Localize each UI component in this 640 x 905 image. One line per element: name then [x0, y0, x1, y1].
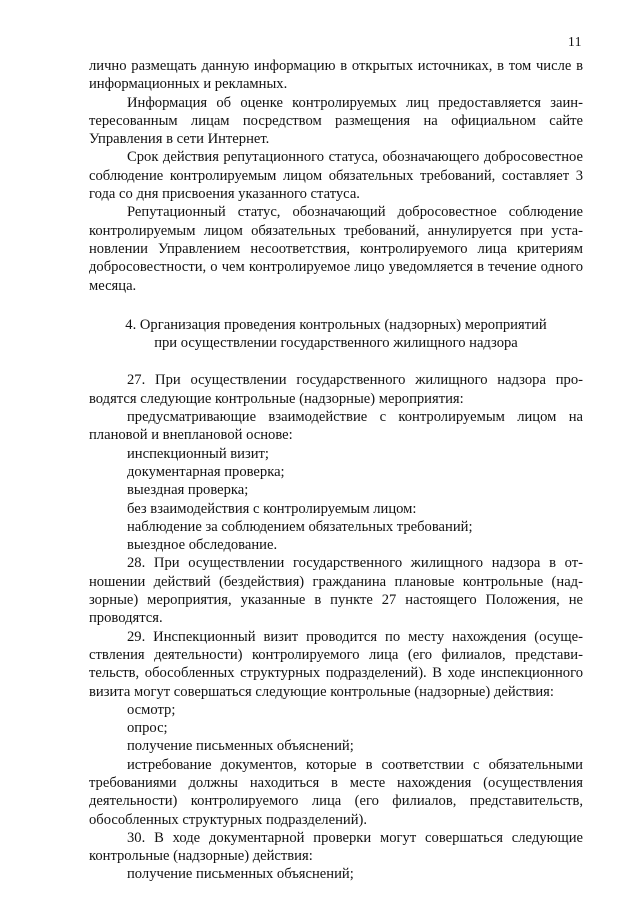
section-heading-line-1: 4. Организация проведения контрольных (надзорных) мероприятий — [125, 316, 547, 333]
paragraph-status-term: Срок действия репутационного статуса, обозначающего добросовестное соблюдение контролируемым лицом обязательных требований, составляет 3 года со дня присвоения указанного статуса. — [89, 149, 583, 203]
list-item: выездное обследование. — [127, 537, 278, 554]
list-item: осмотр; — [127, 701, 176, 718]
list-item: опрос; — [127, 720, 168, 737]
list-item: документарная проверка; — [127, 463, 285, 480]
section-heading-line-2: при осуществлении государственного жилищного надзора — [154, 335, 518, 352]
list-item: выездная проверка; — [127, 482, 249, 499]
paragraph-27-without-interaction: без взаимодействия с контролируемым лицом: — [127, 500, 417, 517]
paragraph-29: 29. Инспекционный визит проводится по месту нахождения (осуществления деятельности) контролируемого лица (его филиалов, представительств, обособленных структурных подразделений). В ходе инспекционного визита могут совершаться следующие контрольные (надзорные) действия: — [89, 628, 583, 700]
list-item: получение письменных объяснений; — [127, 738, 354, 755]
paragraph-29-documents: истребование документов, которые в соответствии с обязательными требованиями должны находиться в месте нахождения (осуществления деятельности) контролируемого лица (его филиалов, представительств, обособленных структурных подразделений). — [89, 756, 583, 828]
paragraph-28: 28. При осуществлении государственного жилищного надзора в отношении действий (бездействия) гражданина плановые контрольные (надзорные) мероприятия, указанные в пункте 27 настоящего Положения, не проводятся. — [89, 555, 583, 627]
paragraph-27-with-interaction: предусматривающие взаимодействие с контролируемым лицом на плановой и внеплановой основе: — [89, 409, 583, 444]
list-item: получение письменных объяснений; — [127, 866, 354, 883]
page-content — [89, 57, 583, 884]
paragraph-continuation: лично размещать данную информацию в открытых источниках, в том числе в информационных и рекламных. — [89, 58, 583, 93]
paragraph-info-assessment: Информация об оценке контролируемых лиц предоставляется заинтересованным лицам посредством размещения на официальном сайте Управления в сети Интернет. — [89, 94, 583, 148]
paragraph-30: 30. В ходе документарной проверки могут совершаться следующие контрольные (надзорные) действия: — [89, 829, 583, 865]
paragraph-27: 27. При осуществлении государственного жилищного надзора проводятся следующие контрольные (надзорные) мероприятия: — [89, 372, 583, 407]
section-heading — [89, 316, 583, 353]
page-number: 11 — [568, 34, 582, 49]
list-item: наблюдение за соблюдением обязательных требований; — [127, 518, 473, 535]
paragraph-status-annulment: Репутационный статус, обозначающий добросовестное соблюдение контролируемым лицом обязательных требований, аннулируется при установлении Управлением несоответствия, контролируемого лица критериям добросовестности, о чем контролируемое лицо уведомляется в течение одного месяца. — [89, 204, 583, 294]
list-item: инспекционный визит; — [127, 445, 269, 462]
